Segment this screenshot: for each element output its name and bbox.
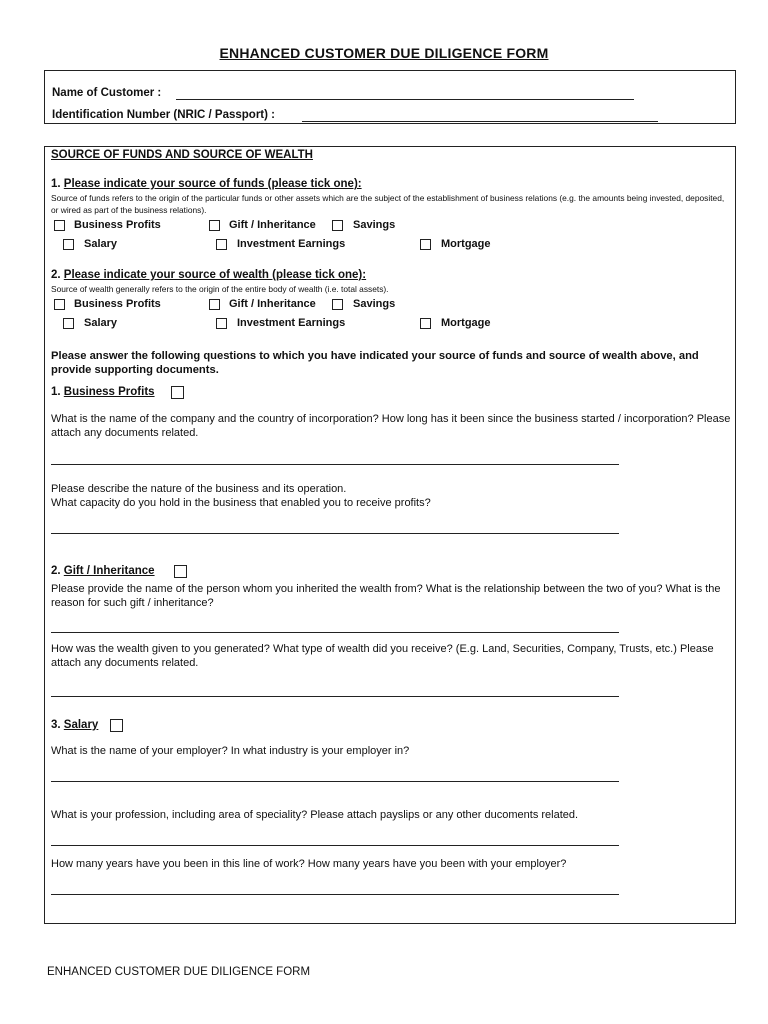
wealth-salary-label: Salary [84, 317, 118, 329]
business-profits-number: 1. [51, 386, 61, 398]
wealth-mortgage-label: Mortgage [441, 317, 491, 329]
gift-inheritance-label: Gift / Inheritance [63, 565, 155, 577]
page-footer: ENHANCED CUSTOMER DUE DILIGENCE FORM [47, 966, 311, 978]
funds-investment-earnings-checkbox[interactable] [216, 239, 227, 250]
funds-business-profits-checkbox[interactable] [54, 220, 65, 231]
funds-heading [51, 178, 362, 190]
wealth-description: Source of wealth generally refers to the origin of the entire body of wealth (i.e. total assets). [51, 284, 389, 294]
wealth-business-profits-label: Business Profits [74, 298, 161, 310]
instructions-text: Please answer the following questions to which you have indicated your source of funds and source of wealth above, and provide supporting documents. [51, 350, 699, 376]
salary-answer-3[interactable] [51, 894, 619, 895]
form-title: ENHANCED CUSTOMER DUE DILIGENCE FORM [219, 45, 549, 61]
gift-inheritance-number: 2. [51, 565, 61, 577]
business-answer-2[interactable] [51, 533, 619, 534]
salary-heading [51, 719, 98, 731]
wealth-mortgage-checkbox[interactable] [420, 318, 431, 329]
gift-answer-2[interactable] [51, 696, 619, 697]
funds-savings-label: Savings [353, 219, 396, 231]
id-number-label: Identification Number (NRIC / Passport) : [52, 109, 275, 121]
wealth-number: 2. [51, 269, 61, 281]
salary-q2: What is your profession, including area of speciality? Please attach payslips or any other ducoments related. [51, 809, 579, 821]
funds-salary-label: Salary [84, 238, 118, 250]
funds-description: Source of funds refers to the origin of the particular funds or other assets which are the subject of the establishment of business relations (e.g. the amounts being invested, deposited, or wired as part of the business relations). [51, 193, 725, 215]
customer-name-field[interactable] [176, 99, 634, 100]
business-q2: Please describe the nature of the business and its operation. [51, 483, 347, 495]
gift-q1: Please provide the name of the person whom you inherited the wealth from? What is the relationship between the two of you? What is the reason for such gift / inheritance? [51, 583, 721, 609]
salary-answer-1[interactable] [51, 781, 619, 782]
funds-salary-checkbox[interactable] [63, 239, 74, 250]
salary-checkbox[interactable] [110, 719, 123, 732]
business-q1: What is the name of the company and the country of incorporation? How long has it been since the business started / incorporation? Please attach any documents related. [51, 413, 731, 439]
funds-mortgage-checkbox[interactable] [420, 239, 431, 250]
salary-q1: What is the name of your employer? In what industry is your employer in? [51, 745, 410, 757]
wealth-gift-inheritance-label: Gift / Inheritance [229, 298, 316, 310]
business-q3: What capacity do you hold in the business that enabled you to receive profits? [51, 497, 431, 509]
gift-answer-1[interactable] [51, 632, 619, 633]
gift-inheritance-checkbox[interactable] [174, 565, 187, 578]
wealth-heading [51, 269, 366, 281]
wealth-investment-earnings-checkbox[interactable] [216, 318, 227, 329]
wealth-heading-text: Please indicate your source of wealth (please tick one): [63, 269, 367, 281]
salary-answer-2[interactable] [51, 845, 619, 846]
funds-mortgage-label: Mortgage [441, 238, 491, 250]
wealth-gift-inheritance-checkbox[interactable] [209, 299, 220, 310]
gift-inheritance-heading [51, 565, 155, 577]
salary-number: 3. [51, 719, 61, 731]
business-profits-label: Business Profits [63, 386, 155, 398]
customer-name-label: Name of Customer : [52, 87, 162, 99]
wealth-savings-label: Savings [353, 298, 396, 310]
funds-gift-inheritance-checkbox[interactable] [209, 220, 220, 231]
wealth-savings-checkbox[interactable] [332, 299, 343, 310]
funds-gift-inheritance-label: Gift / Inheritance [229, 219, 316, 231]
section-title: SOURCE OF FUNDS AND SOURCE OF WEALTH [51, 149, 313, 161]
wealth-salary-checkbox[interactable] [63, 318, 74, 329]
salary-q3: How many years have you been in this line of work? How many years have you been with your employer? [51, 858, 567, 870]
wealth-investment-earnings-label: Investment Earnings [237, 317, 346, 329]
gift-q2: How was the wealth given to you generated? What type of wealth did you receive? (E.g. Land, Securities, Company, Trusts, etc.) Please attach any documents related. [51, 643, 714, 669]
id-number-field[interactable] [302, 121, 658, 122]
funds-number: 1. [51, 178, 61, 190]
funds-heading-text: Please indicate your source of funds (please tick one): [63, 178, 362, 190]
wealth-business-profits-checkbox[interactable] [54, 299, 65, 310]
funds-business-profits-label: Business Profits [74, 219, 161, 231]
business-answer-1[interactable] [51, 464, 619, 465]
business-profits-checkbox[interactable] [171, 386, 184, 399]
funds-investment-earnings-label: Investment Earnings [237, 238, 346, 250]
business-profits-heading [51, 386, 155, 398]
salary-label: Salary [63, 719, 99, 731]
funds-savings-checkbox[interactable] [332, 220, 343, 231]
